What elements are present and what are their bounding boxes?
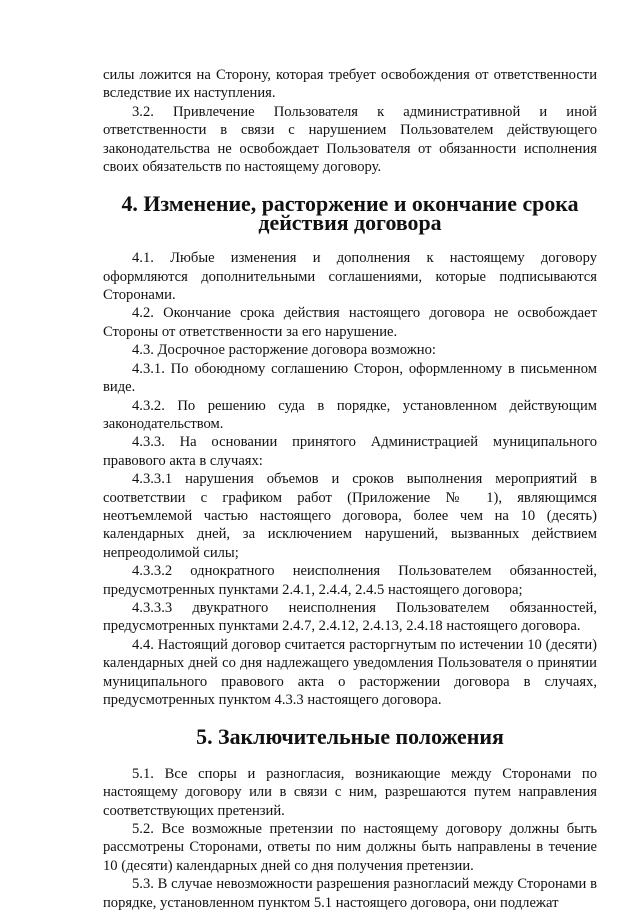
section-5-body	[103, 765, 597, 912]
document-page	[103, 66, 597, 912]
paragraph-4-3-1: 4.3.1. По обоюдному соглашению Сторон, оформленному в письменном виде.	[103, 360, 597, 396]
paragraph-4-3-3-1: 4.3.3.1 нарушения объемов и сроков выполнения мероприятий в соответствии с графиком работ (Приложение № 1), являющимся неотъемлемой частью настоящего договора, более чем на 10 (десять) календарных дней, за исключением нарушений, вызванных действием непреодолимой силы;	[103, 471, 597, 561]
paragraph-4-2: 4.2. Окончание срока действия настоящего договора не освобождает Стороны от ответственности за его нарушение.	[103, 305, 597, 340]
paragraph-4-1: 4.1. Любые изменения и дополнения к настоящему договору оформляются дополнительными соглашениями, которые подписываются Сторонами.	[103, 250, 597, 304]
section-5-heading: 5. Заключительные положения	[196, 724, 504, 750]
paragraph-4-4: 4.4. Настоящий договор считается расторгнутым по истечении 10 (десяти) календарных дней со дня надлежащего уведомления Пользователя о принятии муниципального правового акта о расторжении договора в случаях, предусмотренных пунктом 4.3.3 настоящего договора.	[103, 636, 597, 708]
section-4-body	[103, 249, 597, 709]
section-4-heading: 4. Изменение, расторжение и окончание срока действия договора	[121, 191, 579, 235]
paragraph-4-3: 4.3. Досрочное расторжение договора возможно:	[132, 342, 436, 359]
paragraph-4-3-3: 4.3.3. На основании принятого Администрацией муниципального правового акта в случаях:	[103, 434, 597, 469]
paragraph-4-3-3-3: 4.3.3.3 двукратного неисполнения Пользователем обязанностей, предусмотренных пунктами 2.4.7, 2.4.12, 2.4.13, 2.4.18 настоящего договора.	[103, 599, 597, 635]
paragraph-5-3: 5.3. В случае невозможности разрешения разногласий между Сторонами в порядке, установленном пунктом 5.1 настоящего договора, они подлежат	[103, 876, 597, 911]
paragraph-3-2: 3.2. Привлечение Пользователя к административной и иной ответственности в связи с нарушением Пользователем действующего законодательства не освобождает Пользователя от обязанности исполнения своих обязательств по настоящему договору.	[103, 103, 597, 176]
paragraph-4-3-3-2: 4.3.3.2 однократного неисполнения Пользователем обязанностей, предусмотренных пунктами 2.4.1, 2.4.4, 2.4.5 настоящего договора;	[103, 563, 597, 598]
paragraph-3-1-continuation: силы ложится на Сторону, которая требует освобождения от ответственности вследствие их наступления.	[103, 67, 597, 102]
paragraph-5-2: 5.2. Все возможные претензии по настоящему договору должны быть рассмотрены Сторонами, ответы по ним должны быть направлены в течение 10 (десяти) календарных дней со дня получения претензии.	[103, 821, 597, 874]
paragraph-4-3-2: 4.3.2. По решению суда в порядке, установленном действующим законодательством.	[103, 397, 597, 432]
paragraph-5-1: 5.1. Все споры и разногласия, возникающие между Сторонами по настоящему договору или в связи с ним, разрешаются путем направления соответствующих претензий.	[103, 765, 597, 819]
